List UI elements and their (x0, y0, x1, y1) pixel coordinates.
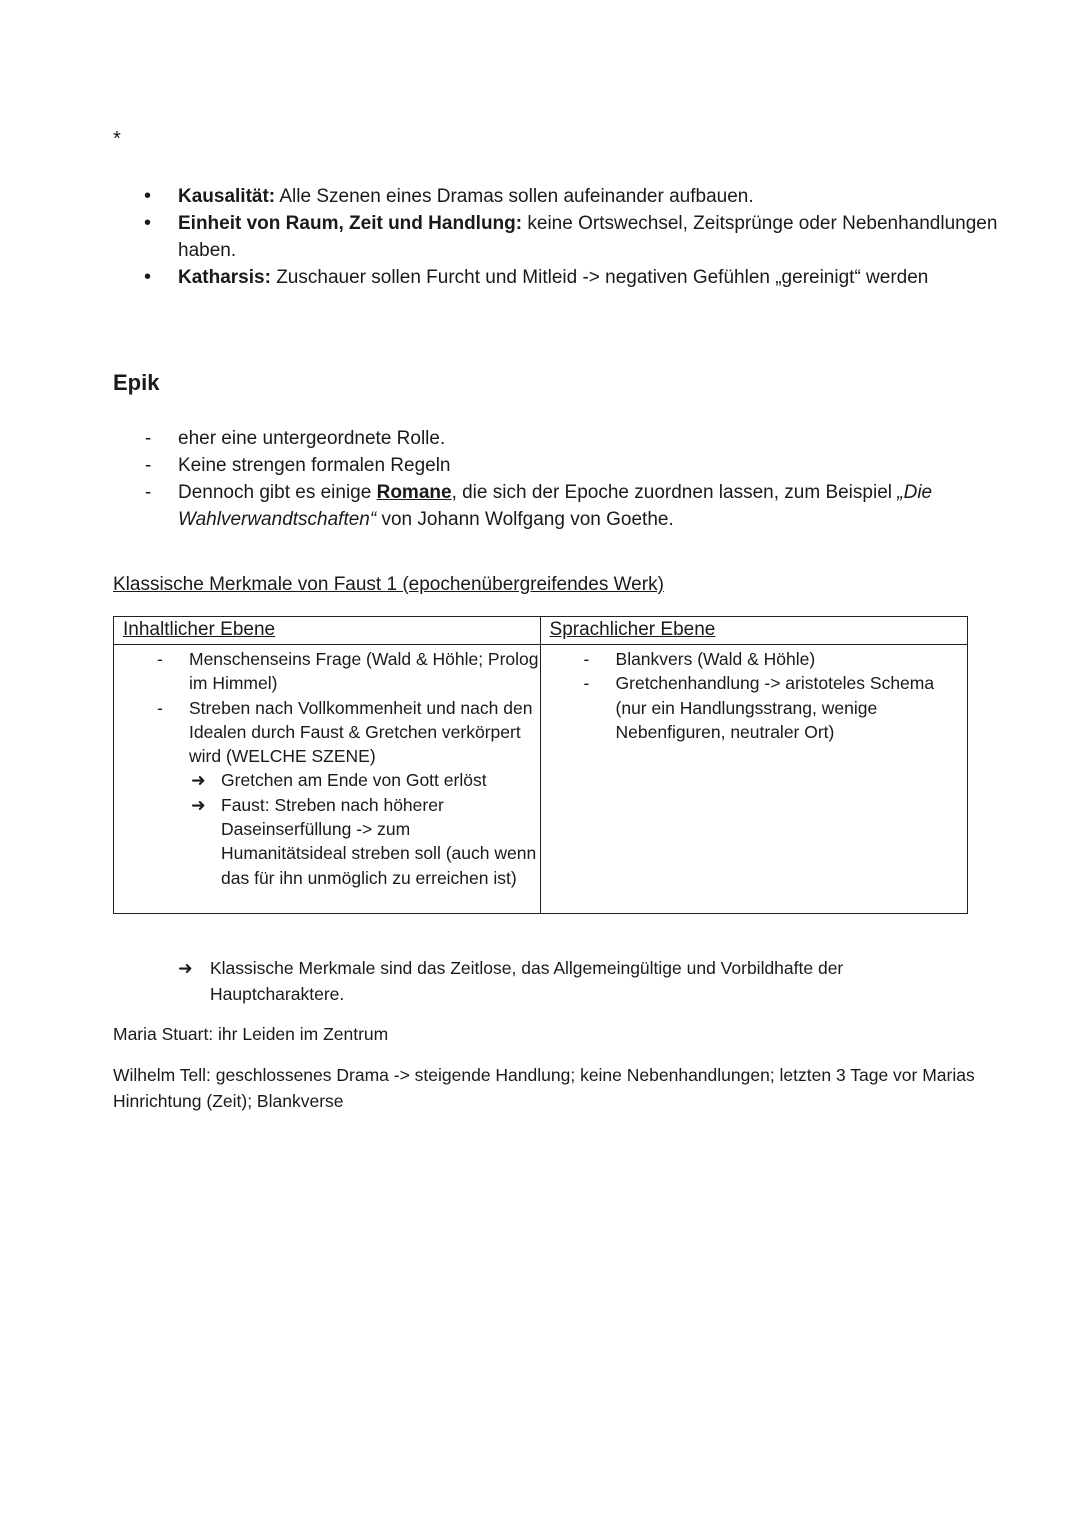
arrow-right-icon: ➜ (178, 958, 193, 978)
book-title: „Die Wahlverwandtschaften“ (178, 482, 933, 530)
list-item (189, 696, 540, 890)
principle-text: Zuschauer sollen Furcht und Mitleid -> negativen Gefühlen „gereinigt“ werden (270, 267, 929, 288)
conclusion-text: Klassische Merkmale sind das Zeitlose, das Allgemeingültige und Vorbildhafte der Hauptcharaktere. (210, 958, 844, 1004)
arrow-sublist (189, 768, 540, 889)
inhaltlich-cell (114, 645, 541, 914)
maria-stuart-note: Maria Stuart: ihr Leiden im Zentrum (113, 1024, 389, 1044)
principle-term: Kausalität: (178, 186, 276, 207)
principle-kausalitaet (178, 183, 998, 210)
column-header-inhaltlich: Inhaltlicher Ebene (114, 617, 541, 645)
inhaltlich-list (114, 647, 540, 890)
principle-text: keine Ortswechsel, Zeitsprünge oder Nebenhandlungen haben. (178, 213, 998, 261)
conclusion-note (178, 955, 910, 1007)
sprachlich-list (541, 647, 967, 744)
epik-item: - eher eine untergeordnete Rolle. (178, 425, 978, 452)
principle-einheit (178, 210, 998, 264)
epik-text: Dennoch gibt es einige (178, 482, 377, 503)
romane-term: Romane (376, 482, 452, 503)
epik-item: - Keine strengen formalen Regeln (178, 452, 978, 479)
wilhelm-tell-note: Wilhelm Tell: geschlossenes Drama -> steigende Handlung; keine Nebenhandlungen; letzten 3 Tage vor Marias Hinrichtung (Zeit); Blankverse (113, 1065, 975, 1111)
list-item: - Menschenseins Frage (Wald & Höhle; Prolog im Himmel) (189, 647, 540, 696)
column-header-sprachlich: Sprachlicher Ebene (540, 617, 967, 645)
table-header-row (114, 617, 968, 645)
arrow-item: ➜ Faust: Streben nach höherer Daseinserfüllung -> zum Humanitätsideal streben soll (auch wenn das für ihn unmöglich zu erreichen ist) (221, 793, 540, 890)
principle-katharsis (178, 264, 998, 291)
arrow-item: ➜ Gretchen am Ende von Gott erlöst (221, 768, 540, 792)
list-item: - Blankvers (Wald & Höhle) (616, 647, 967, 671)
faust-section-heading: Klassische Merkmale von Faust 1 (epochenübergreifendes Werk) (113, 574, 664, 595)
principle-term: Einheit von Raum, Zeit und Handlung: (178, 213, 523, 234)
epik-heading: Epik (113, 370, 160, 395)
principle-term: Katharsis: (178, 267, 271, 288)
faust-merkmale-table (113, 616, 968, 914)
list-item-text: Streben nach Vollkommenheit und nach den Idealen durch Faust & Gretchen verkörpert wird (WELCHE SZENE) (189, 697, 533, 767)
epik-list (178, 425, 978, 533)
epik-text: von Johann Wolfgang von Goethe. (376, 509, 674, 530)
table-row (114, 645, 968, 914)
principle-text: Alle Szenen eines Dramas sollen aufeinander aufbauen. (275, 186, 754, 207)
asterisk-mark: * (113, 128, 121, 150)
epik-text: , die sich der Epoche zuordnen lassen, zum Beispiel (451, 482, 898, 503)
sprachlich-cell (540, 645, 967, 914)
list-item: - Gretchenhandlung -> aristoteles Schema (nur ein Handlungsstrang, wenige Nebenfiguren, neutraler Ort) (616, 671, 967, 744)
epik-item-romane (178, 479, 978, 533)
drama-principles-list (178, 183, 998, 291)
